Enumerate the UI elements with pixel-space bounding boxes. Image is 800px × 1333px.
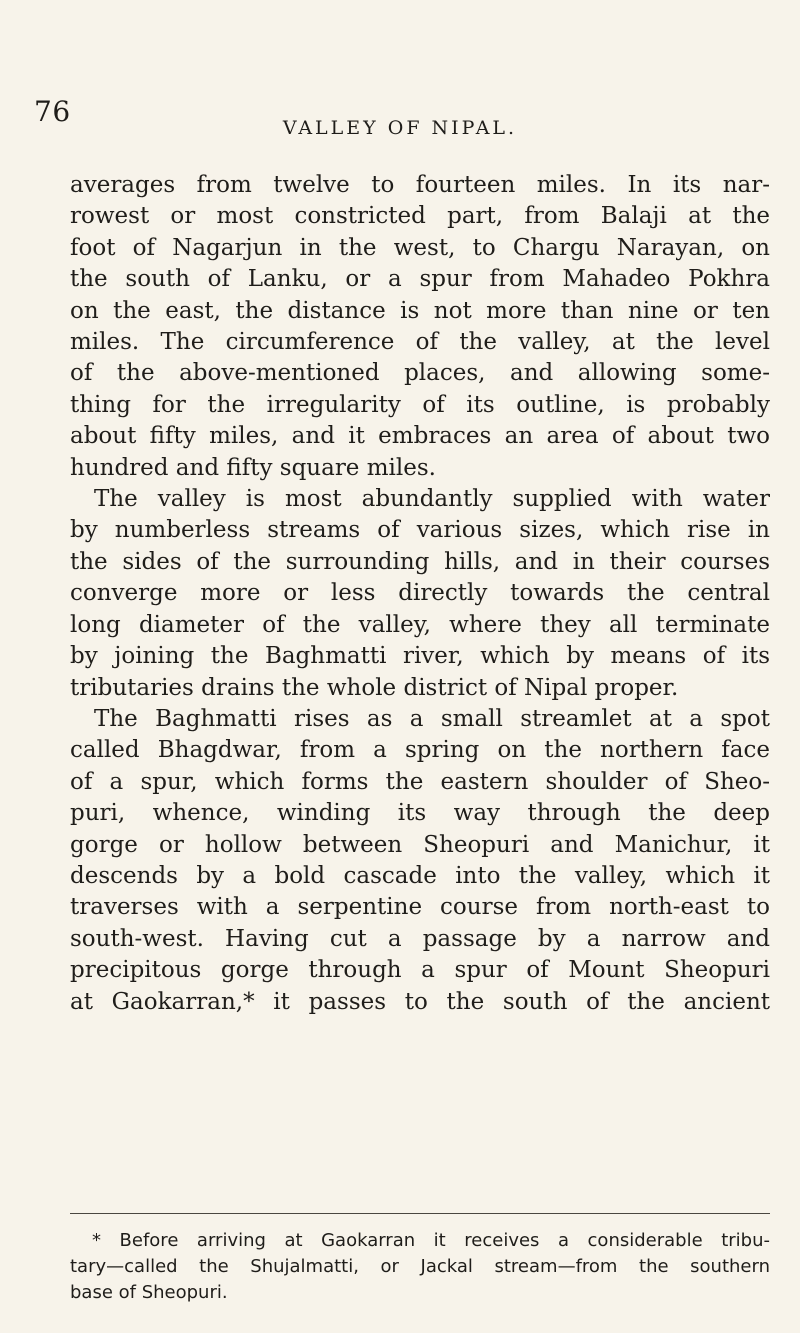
text-line: by joining the Baghmatti river, which by means of its xyxy=(70,643,770,670)
text-line: the sides of the surrounding hills, and in their courses xyxy=(70,548,770,575)
text-line: precipitous gorge through a spur of Mount Sheopuri xyxy=(70,957,770,984)
text-line: thing for the irregularity of its outline, is probably xyxy=(70,391,770,418)
footnote-line: * Before arriving at Gaokarran it receives a considerable tribu- xyxy=(92,1230,770,1251)
text-line: about fifty miles, and it embraces an area of about two xyxy=(70,423,770,450)
text-line: long diameter of the valley, where they all terminate xyxy=(70,611,770,638)
footnote-line: base of Sheopuri. xyxy=(70,1282,228,1303)
running-title: VALLEY OF NIPAL. xyxy=(282,117,518,139)
text-line: the south of Lanku, or a spur from Mahadeo Pokhra xyxy=(70,266,770,293)
text-line: by numberless streams of various sizes, which rise in xyxy=(70,517,770,544)
text-line: of the above-mentioned places, and allowing some- xyxy=(70,360,770,387)
footnote-line: tary—called the Shujalmatti, or Jackal stream—from the southern xyxy=(70,1256,770,1277)
text-line: traverses with a serpentine course from north-east to xyxy=(70,894,770,921)
text-line: averages from twelve to fourteen miles. In its nar- xyxy=(70,172,770,198)
text-line: rowest or most constricted part, from Balaji at the xyxy=(70,203,770,230)
text-line: of a spur, which forms the eastern shoulder of Sheo- xyxy=(70,768,770,795)
footnote xyxy=(70,1228,770,1306)
text-line: puri, whence, winding its way through the deep xyxy=(70,800,770,827)
text-line: gorge or hollow between Sheopuri and Manichur, it xyxy=(70,831,770,858)
text-line: south-west. Having cut a passage by a narrow and xyxy=(70,925,770,952)
text-line: foot of Nagarjun in the west, to Chargu Narayan, on xyxy=(70,234,770,261)
footnote-divider xyxy=(70,1213,770,1214)
text-line: tributaries drains the whole district of Nipal proper. xyxy=(70,674,679,701)
text-line: converge more or less directly towards the central xyxy=(70,580,770,607)
text-line: on the east, the distance is not more than nine or ten xyxy=(70,297,770,324)
text-line: hundred and fifty square miles. xyxy=(70,454,436,481)
text-line: descends by a bold cascade into the valley, which it xyxy=(70,862,770,889)
text-line: miles. The circumference of the valley, at the level xyxy=(70,329,770,356)
main-text xyxy=(70,170,770,1018)
page-number: 76 xyxy=(34,95,71,128)
text-line: at Gaokarran,* it passes to the south of the ancient xyxy=(70,988,770,1015)
text-line: The valley is most abundantly supplied with water xyxy=(94,486,770,513)
text-line: The Baghmatti rises as a small streamlet at a spot xyxy=(94,705,770,732)
text-line: called Bhagdwar, from a spring on the northern face xyxy=(70,737,770,764)
